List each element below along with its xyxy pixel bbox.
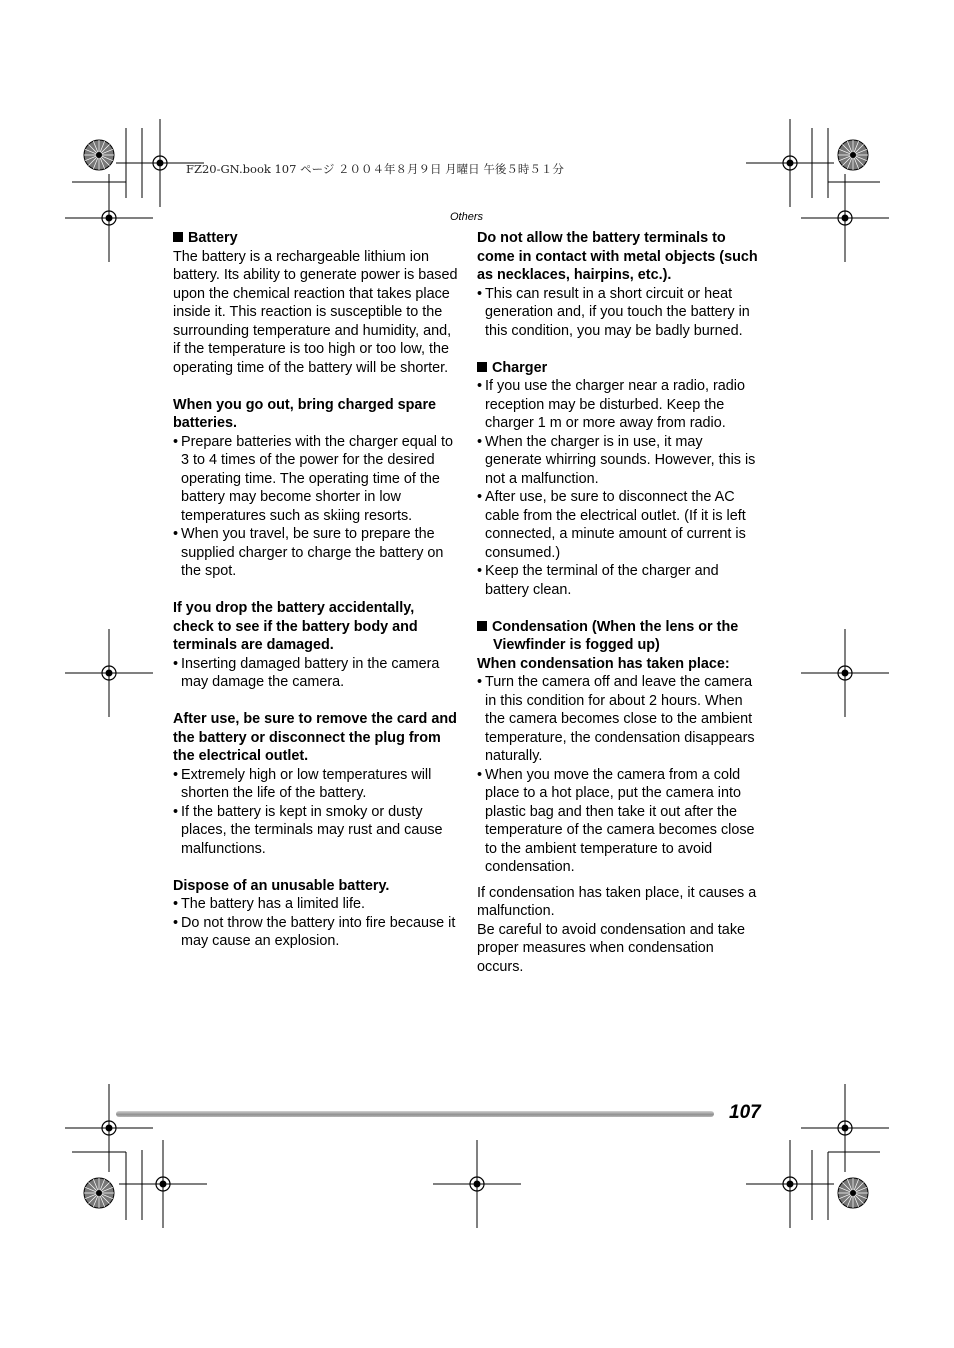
terminals-heading: Do not allow the battery terminals to come in contact with metal objects (such as necklaces, hairpins, etc.). — [477, 230, 758, 283]
list-item: • The battery has a limited life. — [173, 895, 458, 914]
list-item: • After use, be sure to disconnect the AC cable from the electrical outlet. (If it is left connected, a minute amount of current is consumed.) — [477, 488, 762, 562]
print-file-info: FZ20-GN.book 107 ページ ２００４年８月９日 月曜日 午後５時５１分 — [186, 162, 564, 176]
list-item: • If the battery is kept in smoky or dusty places, the terminals may rust and cause malfunctions. — [173, 803, 458, 859]
dispose-list — [173, 895, 458, 951]
condensation-note: Be careful to avoid condensation and take proper measures when condensation occurs. — [477, 921, 746, 975]
charger-heading: Charger — [477, 359, 762, 378]
list-item: • If you use the charger near a radio, radio reception may be disturbed. Keep the charger 1 m or more away from radio. — [477, 377, 762, 433]
list-item: • When you travel, be sure to prepare the supplied charger to charge the battery on the spot. — [173, 525, 458, 581]
list-item: • This can result in a short circuit or heat generation and, if you touch the battery in this condition, you may be badly burned. — [477, 285, 762, 341]
drop-list — [173, 655, 458, 692]
page-number: 107 — [729, 1102, 761, 1123]
list-item: • Keep the terminal of the charger and battery clean. — [477, 562, 762, 599]
square-bullet-icon — [173, 232, 183, 242]
section-label: Others — [450, 211, 484, 223]
right-column — [477, 229, 762, 976]
battery-paragraph: The battery is a rechargeable lithium ion battery. Its ability to generate power is based upon the chemical reaction that takes place inside it. This reaction is susceptible to the surrounding temperature and humidity, and, if the temperature is too high or too low, the operating time of the battery will be shorter. — [173, 248, 458, 376]
after-use-heading: After use, be sure to remove the card and the battery or disconnect the plug from the electrical outlet. — [173, 711, 457, 764]
drop-heading: If you drop the battery accidentally, check to see if the battery body and terminals are damaged. — [173, 600, 418, 653]
left-column — [173, 229, 458, 951]
list-item: • When you move the camera from a cold place to a hot place, put the camera into plastic bag and then take it out after the temperature of the camera becomes close to the ambient temperature to avoid condensation. — [477, 766, 762, 877]
square-bullet-icon — [477, 621, 487, 631]
condensation-note: If condensation has taken place, it causes a malfunction. — [477, 884, 757, 919]
list-item: • Do not throw the battery into fire because it may cause an explosion. — [173, 914, 458, 951]
go-out-list — [173, 433, 458, 581]
go-out-heading: When you go out, bring charged spare batteries. — [173, 396, 437, 431]
battery-heading: Battery — [173, 229, 458, 248]
list-item: • Extremely high or low temperatures will shorten the life of the battery. — [173, 766, 458, 803]
list-item: • Inserting damaged battery in the camera may damage the camera. — [173, 655, 458, 692]
square-bullet-icon — [477, 362, 487, 372]
dispose-heading: Dispose of an unusable battery. — [173, 877, 390, 894]
list-item: • Turn the camera off and leave the camera in this condition for about 2 hours. When the camera becomes close to the ambient temperature, the condensation disappears naturally. — [477, 673, 762, 766]
condensation-subheading: When condensation has taken place: — [477, 655, 730, 672]
footer-bar — [116, 1111, 714, 1117]
list-item: • When the charger is in use, it may generate whirring sounds. However, this is not a malfunction. — [477, 433, 762, 489]
terminals-list — [477, 285, 762, 341]
condensation-heading: Condensation (When the lens or the Viewfinder is fogged up) — [477, 618, 762, 655]
charger-list — [477, 377, 762, 599]
after-use-list — [173, 766, 458, 859]
condensation-list — [477, 673, 762, 877]
list-item: • Prepare batteries with the charger equal to 3 to 4 times of the power for the desired operating time. The operating time of the battery may become shorter in low temperatures such as skiing resorts. — [173, 433, 458, 526]
